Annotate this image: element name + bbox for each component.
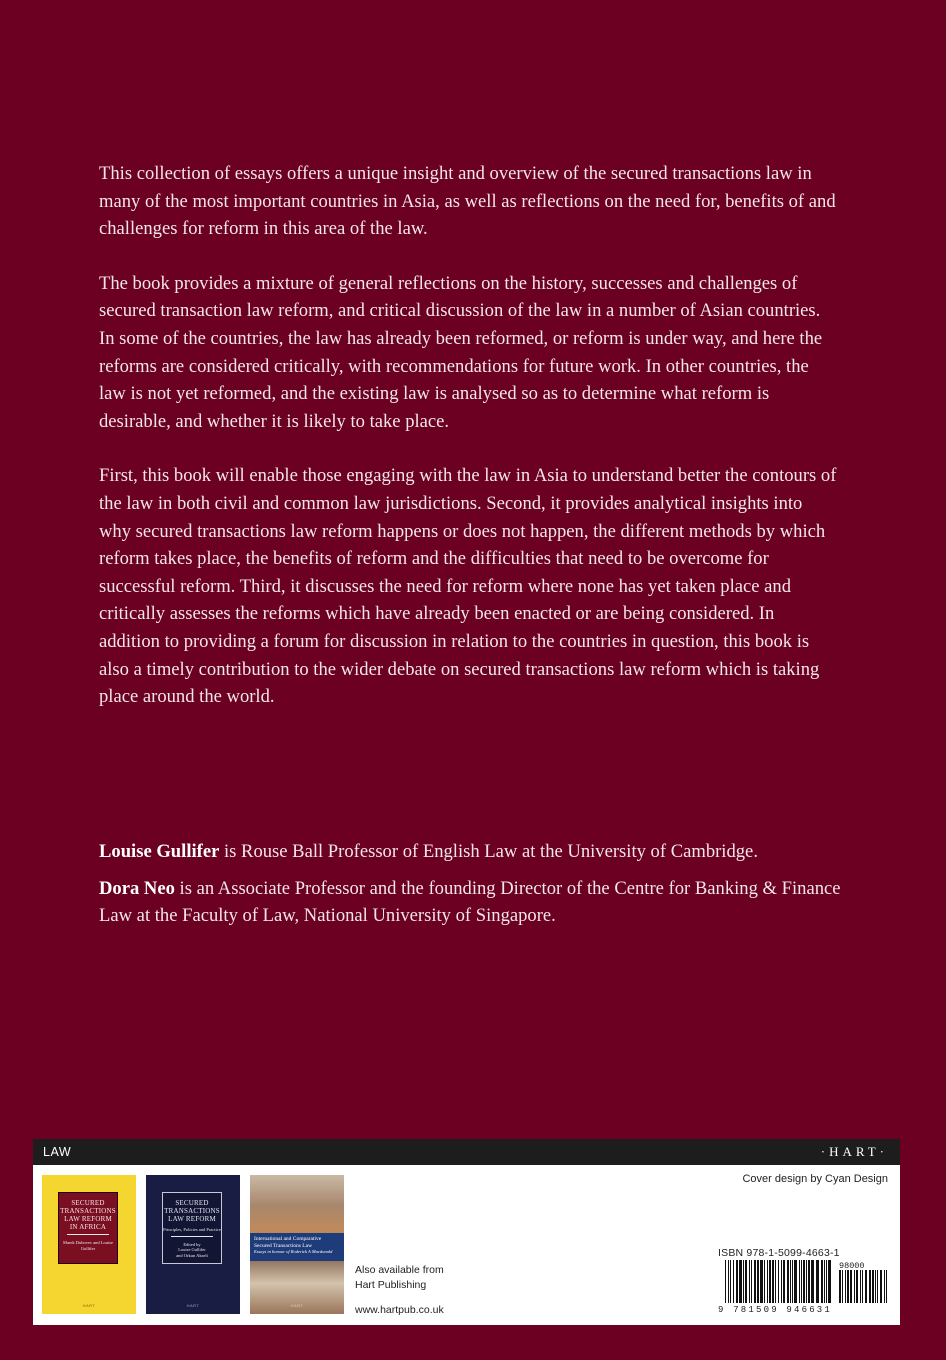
cover-design-credit: Cover design by Cyan Design	[742, 1173, 888, 1185]
author-bio-1	[99, 838, 859, 866]
cover-publisher: HART	[82, 1303, 96, 1308]
author-bios	[99, 838, 859, 939]
isbn-barcode	[717, 1260, 889, 1314]
related-book-cover-africa[interactable]	[42, 1175, 136, 1314]
barcode-bar	[757, 1260, 759, 1303]
barcode-bar	[783, 1260, 785, 1303]
barcode-bar	[872, 1270, 874, 1303]
isbn-label: ISBN 978-1-5099-4663-1	[718, 1247, 840, 1259]
also-available-text	[355, 1263, 485, 1293]
cover-title-box	[58, 1192, 118, 1264]
cover-title-line: International and Comparative	[254, 1236, 322, 1242]
barcode-bar	[794, 1260, 797, 1303]
barcode-bar	[860, 1270, 861, 1303]
barcode-bar	[749, 1260, 750, 1303]
barcode-bar	[772, 1260, 774, 1303]
category-bar	[33, 1139, 900, 1165]
cover-editors: Marek Dubovec and Louise Gullifer	[62, 1240, 114, 1251]
cover-publisher: HART	[186, 1303, 200, 1308]
cover-title-line: LAW REFORM	[168, 1215, 216, 1223]
cover-subtitle: Principles, Policies and Practice	[163, 1227, 221, 1232]
barcode-bar	[767, 1260, 768, 1303]
barcode-bar	[816, 1260, 819, 1303]
cover-editors	[163, 1242, 221, 1259]
author-bio-2	[99, 875, 859, 930]
publisher-website[interactable]: www.hartpub.co.uk	[355, 1304, 444, 1316]
barcode-bar	[875, 1270, 876, 1303]
barcode-bar	[801, 1260, 802, 1303]
cover-publisher: HART	[290, 1303, 304, 1308]
book-blurb	[99, 160, 839, 738]
barcode-bar	[790, 1260, 791, 1303]
related-book-cover-reform[interactable]	[146, 1175, 240, 1314]
related-book-cover-comparative[interactable]	[250, 1175, 344, 1314]
barcode-bar	[787, 1260, 789, 1303]
barcode-bar	[733, 1260, 734, 1303]
barcode-bar	[775, 1260, 776, 1303]
barcode-bar	[730, 1260, 731, 1303]
barcode-bar	[824, 1260, 825, 1303]
barcode-bar	[806, 1260, 807, 1303]
price-code: 98000	[839, 1261, 865, 1271]
barcode-bar	[760, 1260, 763, 1303]
barcode-bar	[751, 1260, 752, 1303]
author-name-2: Dora Neo	[99, 877, 175, 899]
cover-subtitle: Essays in honour of Roderick A Macdonald	[254, 1249, 333, 1254]
cover-title-line: SECURED	[71, 1199, 105, 1207]
barcode-bar	[869, 1270, 871, 1303]
barcode-bar	[754, 1260, 756, 1303]
barcode-bar	[778, 1260, 779, 1303]
barcode-bar	[739, 1260, 742, 1303]
cover-editors-line: Edited by	[183, 1241, 201, 1247]
barcode-bar	[854, 1270, 855, 1303]
publisher-logo: ·HART·	[820, 1144, 888, 1159]
blurb-paragraph-2: The book provides a mixture of general reflections on the history, successes and challenges of secured transaction law reform, and critical discussion of the law in a number of Asian countries. In some of the countries, the law has already been reformed, or reform is under way, and here the reforms are considered critically, with recommendations for future work. In other countries, the law is not yet reformed, and the existing law is analysed so as to determine what reform is desirable, and whether it is likely to take place.	[99, 272, 823, 432]
author-desc-1: is Rouse Ball Professor of English Law at the University of Cambridge.	[219, 841, 758, 862]
cover-title-box	[162, 1192, 222, 1264]
barcode-bar	[764, 1260, 765, 1303]
barcode-bar	[884, 1270, 885, 1303]
barcode-bar	[847, 1270, 849, 1303]
barcode-bar	[781, 1260, 782, 1303]
back-cover-panel	[33, 1139, 900, 1325]
barcode-bar	[725, 1260, 726, 1303]
cover-editors-line: and Orkun Akseli	[176, 1252, 208, 1258]
blurb-paragraph-3: First, this book will enable those engaging with the law in Asia to understand better the contours of the law in both civil and common law jurisdictions. Second, it provides analytical insights into why secured transactions law reform happens or does not happen, the different methods by which reform takes place, the benefits of reform and the difficulties that need to be overcome for successful reform. Third, it discusses the need for reform where none has yet taken place and critically assesses the reforms which have already been enacted or are being considered. In addition to providing a forum for discussion in relation to the countries in question, this book is also a timely contribution to the wider debate on secured transactions law reform which is taking place around the world.	[99, 465, 837, 708]
cover-editors-line: Louise Gullifer	[178, 1247, 206, 1252]
barcode-bar	[877, 1270, 878, 1303]
barcode-bar	[845, 1270, 846, 1303]
barcode-bar	[808, 1260, 810, 1303]
barcode-bar	[792, 1260, 793, 1303]
cover-divider	[171, 1236, 213, 1237]
barcode-bar	[886, 1270, 887, 1303]
cover-title-line: SECURED	[175, 1199, 209, 1207]
barcode-bar	[821, 1260, 823, 1303]
barcode-bar	[803, 1260, 805, 1303]
cover-title-line: IN AFRICA	[69, 1223, 107, 1231]
barcode-bar	[799, 1260, 800, 1303]
cover-title-band	[250, 1233, 344, 1261]
barcode-bar	[856, 1270, 858, 1303]
also-available-line: Hart Publishing	[355, 1279, 427, 1291]
barcode-bar	[880, 1270, 882, 1303]
category-label: LAW	[43, 1145, 72, 1159]
barcode-bar	[862, 1270, 863, 1303]
cover-title-line: Secured Transactions Law	[254, 1242, 313, 1249]
cover-title-line: TRANSACTIONS	[60, 1207, 116, 1215]
cover-title-line: LAW REFORM	[64, 1215, 112, 1223]
barcode-bar	[811, 1260, 814, 1303]
barcode-bar	[865, 1270, 867, 1303]
barcode-bar	[850, 1270, 852, 1303]
barcode-bar	[826, 1260, 827, 1303]
barcode-bar	[839, 1270, 841, 1303]
author-desc-2: is an Associate Professor and the founding Director of the Centre for Banking & Finance Law at the Faculty of Law, National University of Singapore.	[99, 877, 841, 927]
barcode-bar	[743, 1260, 744, 1303]
barcode-bar	[769, 1260, 771, 1303]
barcode-digits: 9 781509 946631	[718, 1305, 833, 1314]
barcode-bar	[728, 1260, 729, 1303]
cover-divider	[67, 1234, 109, 1235]
author-name-1: Louise Gullifer	[99, 841, 220, 862]
also-available-line: Also available from	[355, 1264, 444, 1276]
barcode-bar	[842, 1270, 843, 1303]
cover-title-line: TRANSACTIONS	[164, 1207, 220, 1215]
barcode-bar	[745, 1260, 747, 1303]
barcode-bar	[736, 1260, 738, 1303]
blurb-paragraph-1: This collection of essays offers a unique insight and overview of the secured transactions law in many of the most important countries in Asia, as well as reflections on the need for, benefits of and challenges for reform in this area of the law.	[99, 163, 836, 240]
barcode-bar	[828, 1260, 831, 1303]
